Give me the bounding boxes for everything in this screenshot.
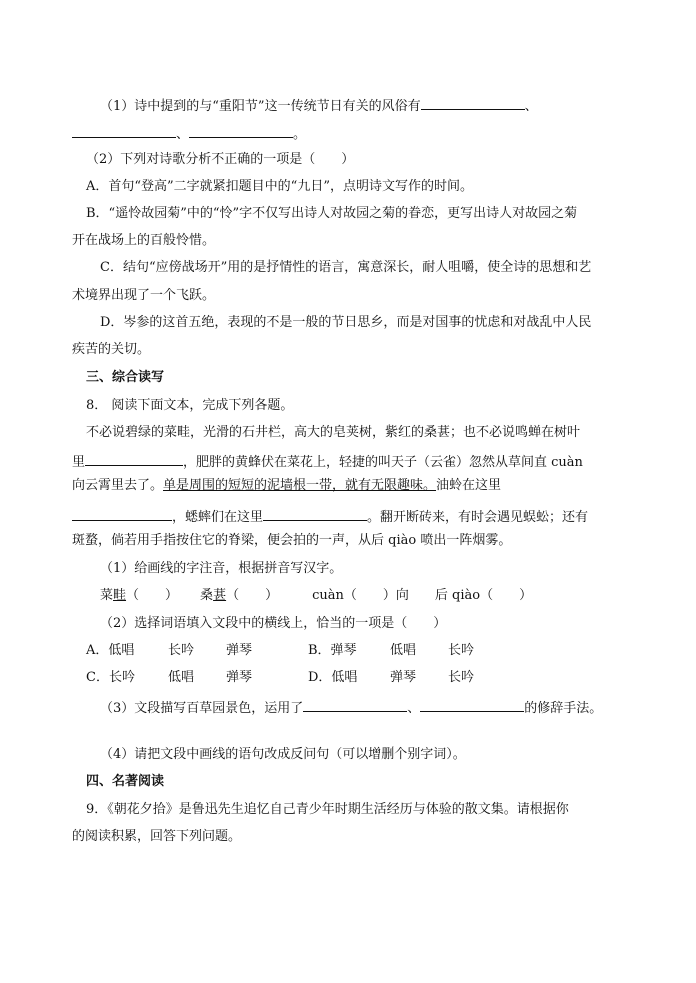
q8-sub1-items [100, 587, 660, 605]
char: 桑 [200, 588, 214, 603]
separator: 、 [524, 99, 538, 114]
passage-text: 向云霄里去了。 [72, 478, 164, 493]
q8-sub2-options-ab [86, 642, 646, 660]
underlined-sentence: 单是周围的短短的泥墙根一带，就有无限趣味。 [163, 478, 437, 493]
answer-blank[interactable] [263, 506, 367, 521]
option-word: 低唱 [390, 643, 417, 658]
section4-heading: 四、名著阅读 [86, 774, 165, 789]
q2-option-a: A．首句“登高”二字就紧扣题目中的“九日”，点明诗文写作的时间。 [86, 179, 473, 194]
char: 菜 [100, 588, 114, 603]
answer-blank[interactable] [85, 451, 183, 466]
q9-line1: 9．《朝花夕拾》是鲁迅先生追忆自己青少年时期生活经历与体验的散文集。请根据你 [86, 802, 569, 817]
passage-line1: 不必说碧绿的菜畦，光滑的石井栏，高大的皂荚树，紫红的桑葚；也不必说鸣蝉在树叶 [86, 425, 581, 440]
passage-line4 [72, 506, 632, 527]
q2-option-d-line1: D．岑参的这首五绝，表现的不是一般的节日思乡，而是对国事的忧虑和对战乱中人民 [100, 315, 592, 330]
option-c[interactable]: C．长吟 [86, 670, 135, 685]
q9-line2: 的阅读积累，回答下列问题。 [72, 829, 242, 844]
answer-blank[interactable] [303, 697, 407, 712]
option-d[interactable]: D．低唱 [308, 670, 358, 685]
q8-sub2-options-cd [86, 669, 646, 687]
option-word: 长吟 [448, 643, 475, 658]
answer-blank[interactable] [72, 506, 172, 521]
dotted-char: 葚 [213, 588, 227, 603]
q8-sub2: （2）选择词语填入文段中的横线上，恰当的一项是（ ） [100, 616, 447, 631]
q1-text: （1）诗中提到的与“重阳节”这一传统节日有关的风俗有 [100, 99, 421, 114]
q8-sub3-text: （3）文段描写百草园景色，运用了 [100, 701, 304, 716]
option-word: 弹琴 [390, 670, 417, 685]
option-b[interactable]: B．弹琴 [308, 643, 357, 658]
option-word: 弹琴 [226, 670, 253, 685]
q8-sub4: （4）请把文段中画线的语句改成反问句（可以增删个别字词）。 [100, 747, 466, 762]
answer-parens[interactable]: （ ） [226, 588, 279, 603]
answer-blank[interactable] [421, 95, 525, 110]
passage-line2 [72, 451, 632, 472]
dotted-char: 畦 [113, 588, 127, 603]
q8-sub3 [100, 697, 660, 718]
section3-heading: 三、综合读写 [86, 370, 165, 385]
q2-option-c-line2: 术境界出现了一个飞跃。 [72, 288, 216, 303]
q2-option-c-line1: C．结句“应傍战场开”用的是抒情性的语言，寓意深长，耐人咀嚼，使全诗的思想和艺 [100, 260, 592, 275]
option-word: 长吟 [168, 643, 195, 658]
answer-parens[interactable]: （ ） [126, 588, 179, 603]
passage-text: 。翻开断砖来，有时会遇见蜈蚣；还有 [367, 510, 589, 525]
passage-text: 里 [72, 455, 86, 470]
passage-line3 [72, 477, 632, 495]
passage-text: ，蟋蟀们在这里 [172, 510, 264, 525]
passage-text: 油蛉在这里 [436, 478, 502, 493]
q1-line2 [72, 123, 632, 144]
q8-stem: 8． 阅读下面文本，完成下列各题。 [86, 398, 294, 413]
option-word: 弹琴 [226, 643, 253, 658]
q8-sub3-text: 的修辞手法。 [524, 701, 603, 716]
q2-option-b-line1: B．“遥怜故园菊”中的“怜”字不仅写出诗人对故园之菊的眷恋，更写出诗人对故园之菊 [86, 206, 578, 221]
answer-blank[interactable] [72, 123, 176, 138]
q8-sub1: （1）给画线的字注音，根据拼音写汉字。 [100, 561, 343, 576]
option-a[interactable]: A．低唱 [86, 643, 135, 658]
q2-option-b-line2: 开在战场上的百般怜惜。 [72, 233, 216, 248]
separator: 、 [407, 701, 421, 716]
pinyin-item[interactable]: cuàn（ ）向 [312, 588, 409, 603]
answer-blank[interactable] [420, 697, 524, 712]
q2-option-d-line2: 疾苦的关切。 [72, 342, 151, 357]
pinyin-item[interactable]: 后 qiào（ ） [434, 588, 533, 603]
passage-text: ，肥胖的黄蜂伏在菜花上，轻捷的叫天子（云雀）忽然从草间直 cuàn [183, 455, 583, 470]
q2-stem: （2）下列对诗歌分析不正确的一项是（ ） [86, 152, 355, 167]
option-word: 长吟 [448, 670, 475, 685]
answer-blank[interactable] [189, 123, 293, 138]
period: 。 [293, 127, 307, 142]
q1-line1 [100, 95, 660, 116]
passage-line5: 斑蝥，倘若用手指按住它的脊梁，便会拍的一声，从后 qiào 喷出一阵烟雾。 [72, 533, 512, 548]
option-word: 低唱 [168, 670, 195, 685]
separator: 、 [176, 127, 190, 142]
